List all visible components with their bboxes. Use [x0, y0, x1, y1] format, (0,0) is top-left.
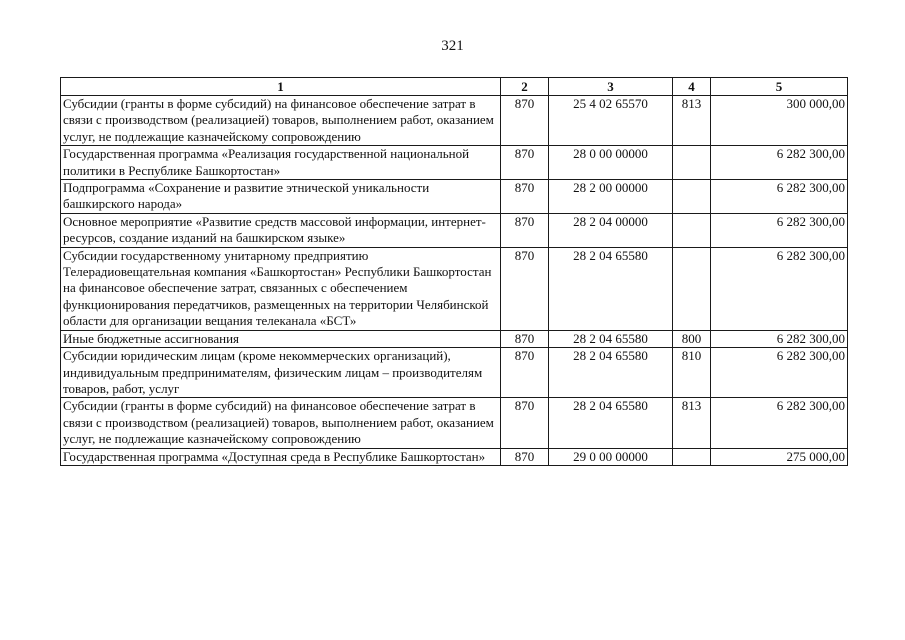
row-vr	[673, 247, 711, 330]
row-name: Субсидии юридическим лицам (кроме некоммерческих организаций), индивидуальным предпринимателям, физическим лицам – производителям товаров, работ, услуг	[61, 348, 501, 398]
table-row	[61, 180, 848, 214]
row-ministry: 870	[501, 213, 549, 247]
row-amount: 300 000,00	[711, 96, 848, 146]
row-vr	[673, 448, 711, 465]
row-amount: 6 282 300,00	[711, 146, 848, 180]
table-row	[61, 96, 848, 146]
row-csr: 25 4 02 65570	[549, 96, 673, 146]
row-name: Субсидии (гранты в форме субсидий) на финансовое обеспечение затрат в связи с производством (реализацией) товаров, выполнением работ, оказанием услуг, не подлежащие казначейскому сопровождению	[61, 96, 501, 146]
page-number: 321	[441, 38, 464, 54]
row-amount: 6 282 300,00	[711, 348, 848, 398]
table-row	[61, 146, 848, 180]
row-ministry: 870	[501, 348, 549, 398]
table-row	[61, 448, 848, 465]
header-amount: 5	[711, 78, 848, 96]
row-vr	[673, 180, 711, 214]
row-ministry: 870	[501, 180, 549, 214]
table-row	[61, 247, 848, 330]
header-ministry: 2	[501, 78, 549, 96]
row-amount: 6 282 300,00	[711, 330, 848, 347]
row-csr: 28 2 00 00000	[549, 180, 673, 214]
row-vr: 800	[673, 330, 711, 347]
table-row	[61, 330, 848, 347]
row-amount: 275 000,00	[711, 448, 848, 465]
table-row	[61, 398, 848, 448]
row-csr: 28 2 04 65580	[549, 398, 673, 448]
row-amount: 6 282 300,00	[711, 180, 848, 214]
row-vr	[673, 213, 711, 247]
row-ministry: 870	[501, 96, 549, 146]
table-row	[61, 348, 848, 398]
row-name: Государственная программа «Доступная среда в Республике Башкортостан»	[61, 448, 501, 465]
row-ministry: 870	[501, 448, 549, 465]
row-vr: 813	[673, 96, 711, 146]
row-amount: 6 282 300,00	[711, 247, 848, 330]
table-row	[61, 213, 848, 247]
budget-table	[60, 77, 848, 466]
row-csr: 28 2 04 00000	[549, 213, 673, 247]
row-ministry: 870	[501, 330, 549, 347]
row-csr: 28 2 04 65580	[549, 247, 673, 330]
row-vr: 813	[673, 398, 711, 448]
row-ministry: 870	[501, 146, 549, 180]
row-ministry: 870	[501, 398, 549, 448]
header-csr: 3	[549, 78, 673, 96]
row-name: Основное мероприятие «Развитие средств массовой информации, интернет-ресурсов, создание изданий на башкирском языке»	[61, 213, 501, 247]
row-vr	[673, 146, 711, 180]
row-ministry: 870	[501, 247, 549, 330]
row-csr: 28 2 04 65580	[549, 348, 673, 398]
row-name: Подпрограмма «Сохранение и развитие этнической уникальности башкирского народа»	[61, 180, 501, 214]
header-vr: 4	[673, 78, 711, 96]
row-amount: 6 282 300,00	[711, 398, 848, 448]
row-csr: 28 2 04 65580	[549, 330, 673, 347]
row-name: Субсидии государственному унитарному предприятию Телерадиовещательная компания «Башкортостан» Республики Башкортостан на финансовое обеспечение затрат, связанных с обеспечением функционирования передатчиков, размещенных на территории Челябинской области для организации вещания телеканала «БСТ»	[61, 247, 501, 330]
row-csr: 29 0 00 00000	[549, 448, 673, 465]
row-name: Субсидии (гранты в форме субсидий) на финансовое обеспечение затрат в связи с производством (реализацией) товаров, выполнением работ, оказанием услуг, не подлежащие казначейскому сопровождению	[61, 398, 501, 448]
row-name: Иные бюджетные ассигнования	[61, 330, 501, 347]
row-csr: 28 0 00 00000	[549, 146, 673, 180]
row-name: Государственная программа «Реализация государственной национальной политики в Республике Башкортостан»	[61, 146, 501, 180]
row-amount: 6 282 300,00	[711, 213, 848, 247]
row-vr: 810	[673, 348, 711, 398]
header-name: 1	[61, 78, 501, 96]
table-header-row	[61, 78, 848, 96]
